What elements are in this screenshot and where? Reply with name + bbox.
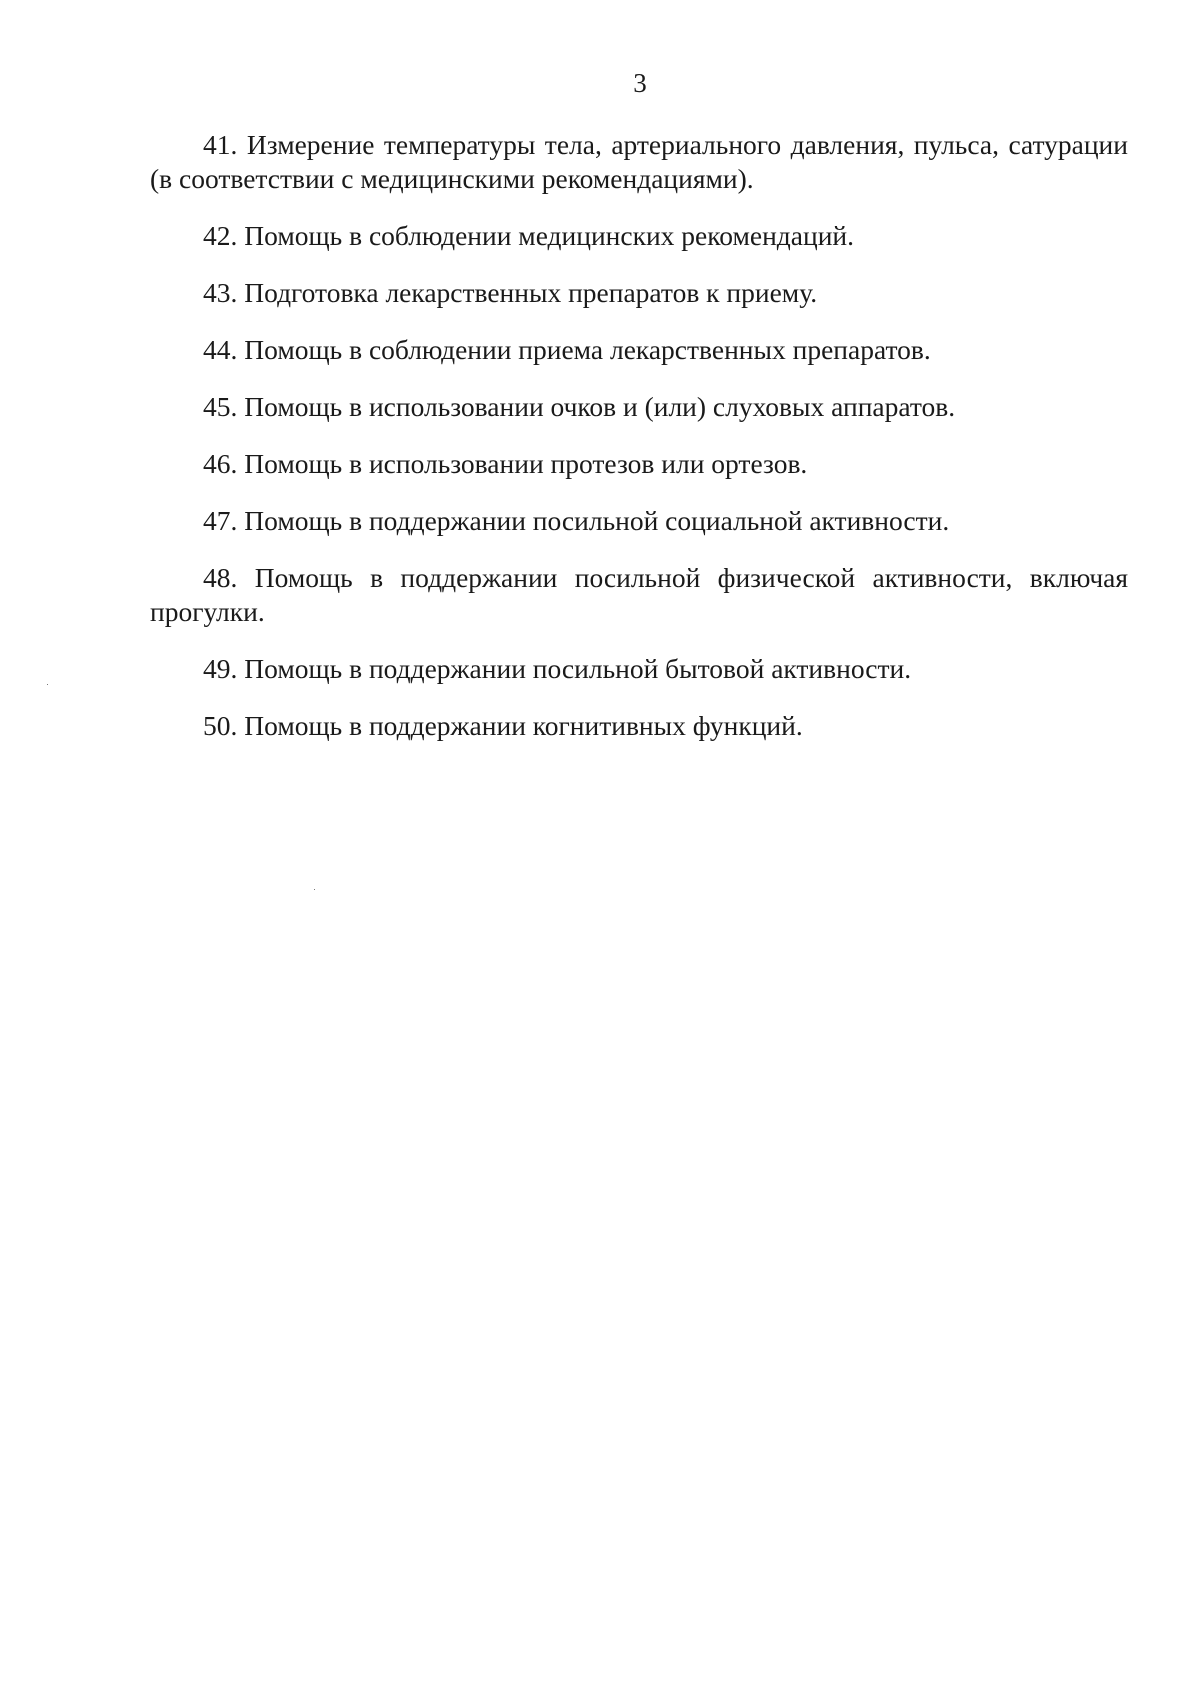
list-item: 48. Помощь в поддержании посильной физической активности, включая прогулки.	[150, 562, 1128, 627]
item-list	[150, 128, 1128, 766]
list-item: 42. Помощь в соблюдении медицинских рекомендаций.	[203, 220, 855, 251]
scan-speck	[47, 684, 48, 685]
list-item: 41. Измерение температуры тела, артериального давления, пульса, сатурации (в соответствии с медицинскими рекомендациями).	[150, 129, 1128, 194]
list-item: 47. Помощь в поддержании посильной социальной активности.	[203, 505, 950, 536]
list-item: 43. Подготовка лекарственных препаратов к приему.	[203, 277, 818, 308]
list-item: 49. Помощь в поддержании посильной бытовой активности.	[203, 653, 912, 684]
list-item: 45. Помощь в использовании очков и (или) слуховых аппаратов.	[203, 391, 956, 422]
list-item: 50. Помощь в поддержании когнитивных функций.	[203, 710, 803, 741]
list-item: 44. Помощь в соблюдении приема лекарственных препаратов.	[203, 334, 931, 365]
scan-speck	[314, 889, 315, 890]
page-number: 3	[633, 68, 647, 98]
list-item: 46. Помощь в использовании протезов или ортезов.	[203, 448, 808, 479]
